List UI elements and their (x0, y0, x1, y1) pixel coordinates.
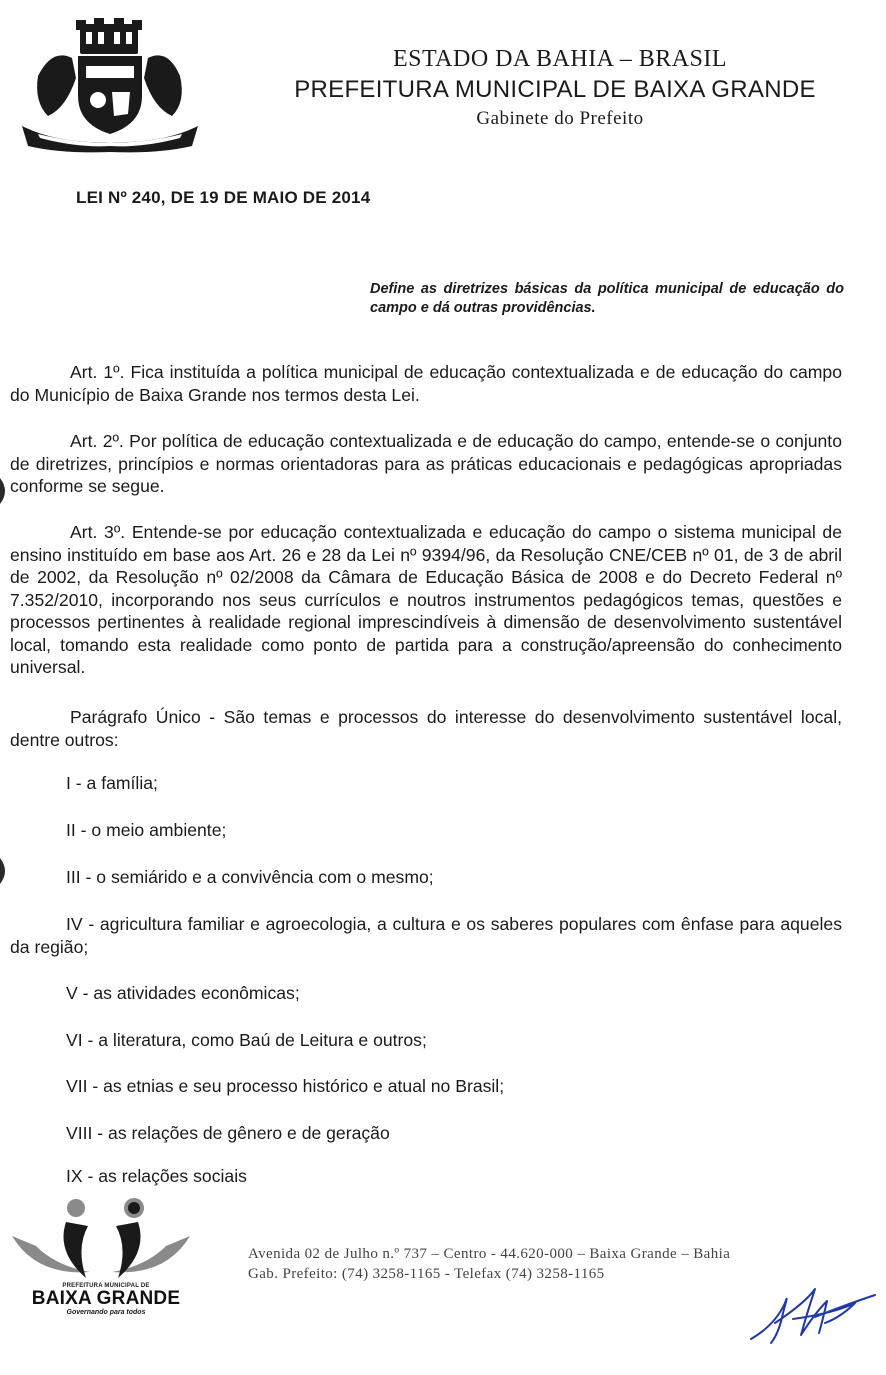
footer-brand-name: BAIXA GRANDE (31, 1288, 181, 1309)
list-item: V - as atividades econômicas; (66, 983, 300, 1003)
law-title: LEI Nº 240, DE 19 DE MAIO DE 2014 (76, 188, 371, 207)
list-item: II - o meio ambiente; (66, 820, 227, 840)
scan-edge-mark (0, 478, 10, 504)
article-3-text: Art. 3º. Entende-se por educação contextualizada e educação do campo o sistema municipal de ensino instituído em base aos Art. 26 e 28 da Lei nº 9394/96, da Resolução CNE/CEB nº 01, de 3 de abril de 2002, da Resolução nº 02/2008 da Câmara de Educação Básica de 2008 e do Decreto Federal nº 7.352/2010, incorporando nos seus currículos e noutros instrumentos pedagógicos temas, questões e processos pertinentes à realidade regional imprescindíveis à dimensão de desenvolvimento sustentável local, tomando esta realidade como ponto de partida para a construção/apreensão do conhecimento universal. (10, 522, 842, 677)
article-2-text: Art. 2º. Por política de educação contextualizada e de educação do campo, entende-se o conjunto de diretrizes, princípios e normas orientadoras para as práticas educacionais e pedagógicas apropriadas conforme se segue. (10, 431, 842, 496)
scan-edge-mark (0, 858, 10, 884)
sole-paragraph (10, 706, 842, 751)
list-item (10, 913, 842, 958)
signature-mark (745, 1283, 880, 1349)
office-heading: Gabinete do Prefeito (476, 108, 644, 129)
list-item: IX - as relações sociais (66, 1166, 247, 1186)
municipal-coat-of-arms-icon (18, 18, 200, 154)
list-item: VI - a literatura, como Baú de Leitura e outros; (66, 1030, 427, 1050)
article-3 (10, 521, 842, 679)
footer-address: Avenida 02 de Julho n.º 737 – Centro - 44.620-000 – Baixa Grande – Bahia (248, 1246, 731, 1262)
sole-paragraph-text: Parágrafo Único - São temas e processos do interesse do desenvolvimento sustentável local, dentre outros: (10, 707, 842, 750)
article-2 (10, 430, 842, 498)
footer-tagline: Governando para todos (66, 1309, 146, 1316)
list-item: III - o semiárido e a convivência com o mesmo; (66, 867, 434, 887)
article-1 (10, 361, 842, 406)
footer-brand-subtitle: PREFEITURA MUNICIPAL DE (62, 1283, 150, 1289)
city-hall-heading: PREFEITURA MUNICIPAL DE BAIXA GRANDE (294, 76, 816, 103)
article-1-text: Art. 1º. Fica instituída a política municipal de educação contextualizada e de educação do campo do Município de Baixa Grande nos termos desta Lei. (10, 362, 842, 405)
list-item: VIII - as relações de gênero e de geração (66, 1123, 390, 1143)
footer-phone: Gab. Prefeito: (74) 3258-1165 - Telefax (74) 3258-1165 (248, 1266, 605, 1282)
list-item: VII - as etnias e seu processo histórico e atual no Brasil; (66, 1076, 505, 1096)
list-item: I - a família; (66, 773, 158, 793)
law-summary: Define as diretrizes básicas da política municipal de educação do campo e dá outras providências. (370, 281, 844, 316)
list-item-text: IV - agricultura familiar e agroecologia, a cultura e os saberes populares com ênfase para aqueles da região; (10, 914, 842, 957)
state-heading: ESTADO DA BAHIA – BRASIL (392, 46, 728, 72)
